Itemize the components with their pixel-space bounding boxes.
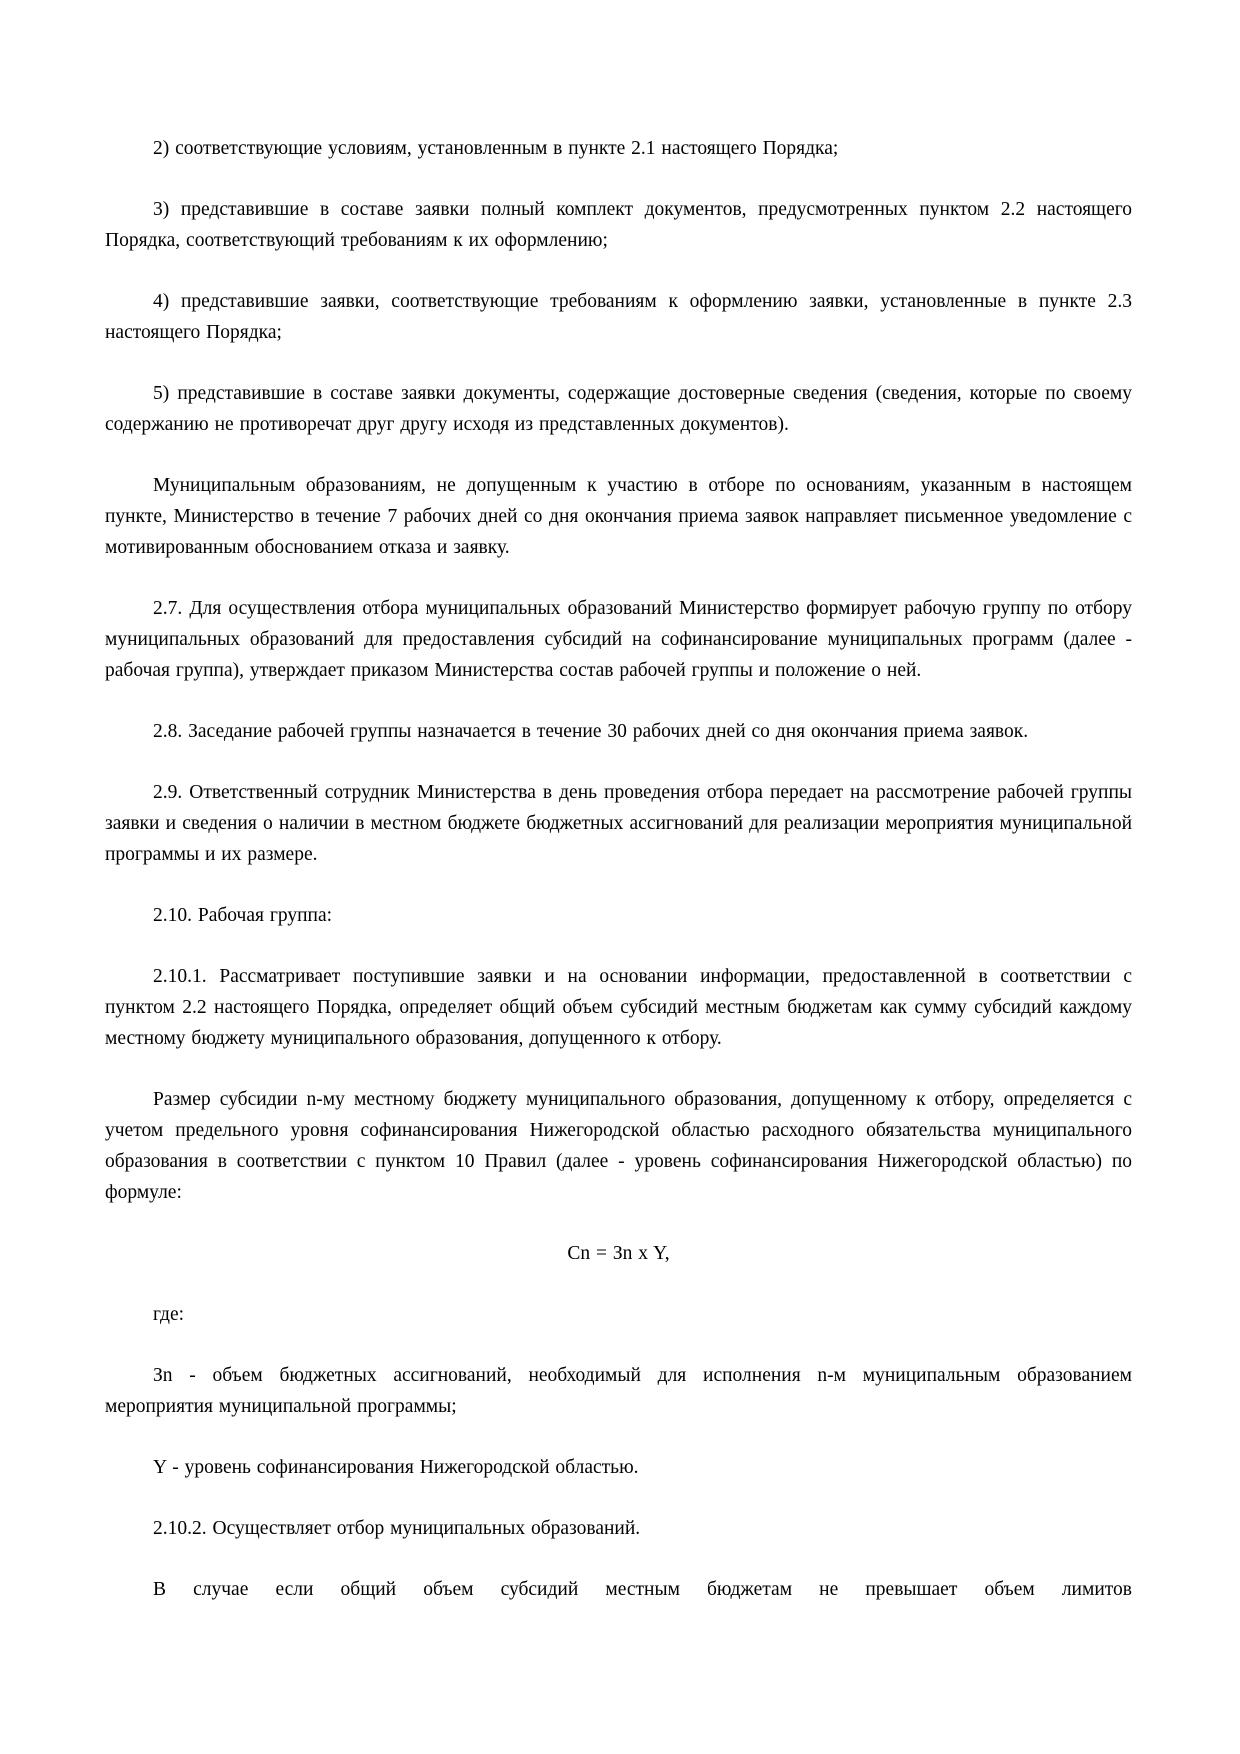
paragraph-2-9: 2.9. Ответственный сотрудник Министерства в день проведения отбора передает на рассмотрение рабочей группы заявки и сведения о наличии в местном бюджете бюджетных ассигнований для реализации мероприятия муниципальной программы и их размере.	[105, 782, 1132, 865]
paragraph-2-10-2: 2.10.2. Осуществляет отбор муниципальных образований.	[153, 1518, 641, 1539]
paragraph-item-5: 5) представившие в составе заявки документы, содержащие достоверные сведения (сведения, которые по своему содержанию не противоречат друг другу исходя из представленных документов).	[105, 383, 1132, 435]
paragraph-notification: Муниципальным образованиям, не допущенным к участию в отборе по основаниям, указанным в настоящем пункте, Министерство в течение 7 рабочих дней со дня окончания приема заявок направляет письменное уведомление с мотивированным обоснованием отказа и заявку.	[105, 475, 1132, 558]
paragraph-continuation: В случае если общий объем субсидий местным бюджетам не превышает объем лимитов	[153, 1579, 1132, 1600]
paragraph-2-7: 2.7. Для осуществления отбора муниципальных образований Министерство формирует рабочую группу по отбору муниципальных образований для предоставления субсидий на софинансирование муниципальных программ (далее - рабочая группа), утверждает приказом Министерства состав рабочей группы и положение о ней.	[105, 598, 1132, 681]
paragraph-2-10: 2.10. Рабочая группа:	[153, 905, 333, 926]
paragraph-zn-definition: Зn - объем бюджетных ассигнований, необходимый для исполнения n-м муниципальным образованием мероприятия муниципальной программы;	[105, 1365, 1132, 1417]
paragraph-2-8: 2.8. Заседание рабочей группы назначается в течение 30 рабочих дней со дня окончания приема заявок.	[153, 721, 1029, 742]
paragraph-item-2: 2) соответствующие условиям, установленным в пункте 2.1 настоящего Порядка;	[153, 138, 839, 159]
formula-line: Cn = Зn x Y,	[567, 1243, 670, 1264]
paragraph-subsidy-size: Размер субсидии n-му местному бюджету муниципального образования, допущенному к отбору, определяется с учетом предельного уровня софинансирования Нижегородской областью расходного обязательства муниципального образования в соответствии с пунктом 10 Правил (далее - уровень софинансирования Нижегородской областью) по формуле:	[105, 1089, 1132, 1203]
paragraph-y-definition: Y - уровень софинансирования Нижегородской областью.	[153, 1457, 639, 1478]
paragraph-where: где:	[153, 1304, 185, 1325]
document-body	[105, 133, 1132, 1605]
paragraph-2-10-1: 2.10.1. Рассматривает поступившие заявки и на основании информации, предоставленной в соответствии с пунктом 2.2 настоящего Порядка, определяет общий объем субсидий местным бюджетам как сумму субсидий каждому местному бюджету муниципального образования, допущенного к отбору.	[105, 966, 1132, 1049]
paragraph-item-4: 4) представившие заявки, соответствующие требованиям к оформлению заявки, установленные в пункте 2.3 настоящего Порядка;	[105, 291, 1132, 343]
paragraph-item-3: 3) представившие в составе заявки полный комплект документов, предусмотренных пунктом 2.2 настоящего Порядка, соответствующий требованиям к их оформлению;	[105, 199, 1132, 251]
